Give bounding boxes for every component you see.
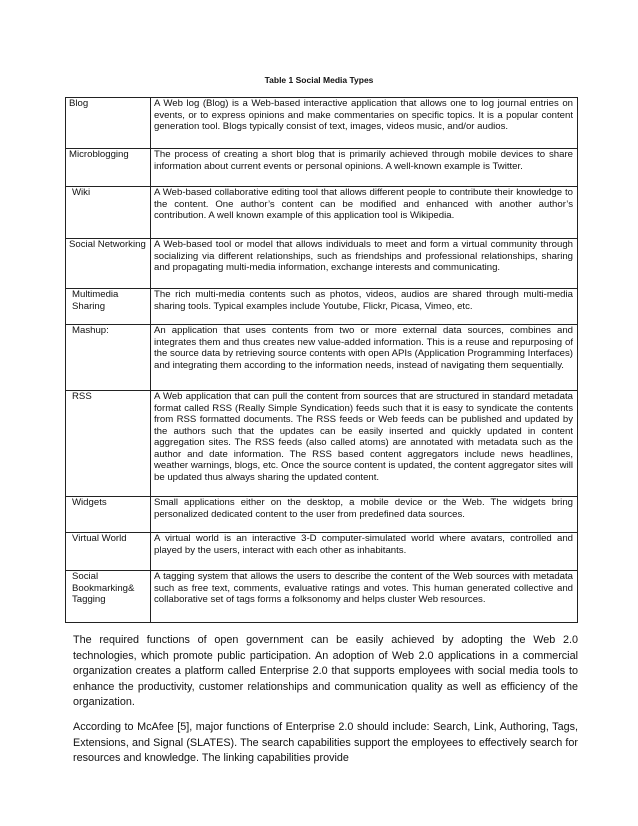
row-type-blog: Blog [66,98,151,149]
table-row [66,289,578,325]
table-row [66,149,578,187]
table-row [66,497,578,533]
row-description-virtual-world: A virtual world is an interactive 3-D computer-simulated world where avatars, controlled and played by the users, interact with each other as inhabitants. [151,533,578,571]
table-row [66,187,578,239]
row-description-social-bookmarking: A tagging system that allows the users to describe the content of the Web sources with metadata such as free text, comments, evaluative ratings and votes. This human generated collective and collaborative set of tags forms a folksonomy and helps cluster Web resources. [151,571,578,623]
row-type-social-networking: Social Networking [66,239,151,289]
row-type-multimedia-sharing: Multimedia Sharing [66,289,151,325]
row-type-social-bookmarking: Social Bookmarking& Tagging [66,571,151,623]
table-row [66,325,578,391]
table-caption: Table 1 Social Media Types [264,75,374,85]
table-row [66,533,578,571]
row-type-virtual-world: Virtual World [66,533,151,571]
row-description-social-networking: A Web-based tool or model that allows individuals to meet and form a virtual community through socializing via different relationships, such as friendships and professional relationships, sharing and propagating multi-media information, exchange interests and communicating. [151,239,578,289]
row-description-mashup: An application that uses contents from two or more external data sources, combines and integrates them and thus creates new value-added information. This is a reuse and repurposing of the source data by retrieving source contents with open APIs (Application Programming Interfaces) and integrating them according to the information needs, instead of navigating them sequentially. [151,325,578,391]
row-description-blog: A Web log (Blog) is a Web-based interactive application that allows one to log journal entries on events, or to express opinions and make commentaries on specific topics. It is a popular content generation tool. Blogs typically consist of text, images, videos music, and/or audios. [151,98,578,149]
row-description-rss: A Web application that can pull the content from sources that are structured in standard metadata format called RSS (Really Simple Syndication) feeds such that it is easy to syndicate the contents from RSS formatted documents. The RSS feeds or Web feeds can be published and updated by the authors such that the updates can be easily inserted and quickly updated in content aggregation sites. The RSS feeds (also called atoms) are annotated with metadata such as the author and date information. The RSS based content aggregators include news headlines, weather warnings, blogs, etc. Once the source content is updated, the content aggregator sites will be updated thus always sharing the updated content. [151,391,578,497]
table-row [66,391,578,497]
row-description-multimedia-sharing: The rich multi-media contents such as photos, videos, audios are shared through multi-media sharing tools. Typical examples include Youtube, Flickr, Picasa, Vimeo, etc. [151,289,578,325]
body-paragraph-mcafee: According to McAfee [5], major functions of Enterprise 2.0 should include: Search, Link, Authoring, Tags, Extensions, and Signal (SLATES). The search capabilities support the employees to effectively search for resources and knowledge. The linking capabilities provide [73,721,578,765]
row-description-microblogging: The process of creating a short blog that is primarily achieved through mobile devices to share information about current events or personal opinions. A well-known example is Twitter. [151,149,578,187]
table-row [66,239,578,289]
row-type-rss: RSS [66,391,151,497]
table-row [66,571,578,623]
row-description-wiki: A Web-based collaborative editing tool that allows different people to contribute their knowledge to the content. One author’s content can be modified and enhanced with another author’s contribution. A well known example of this application tool is Wikipedia. [151,187,578,239]
row-type-microblogging: Microblogging [66,149,151,187]
row-type-widgets: Widgets [66,497,151,533]
body-paragraph-open-government: The required functions of open government can be easily achieved by adopting the Web 2.0 technologies, which promote public participation. An adoption of Web 2.0 applications in a commercial organization creates a platform called Enterprise 2.0 that supports employees with social media tools to enhance the productivity, customer relationships and communication quality as well as efficiency of the organization. [73,634,578,709]
row-description-widgets: Small applications either on the desktop, a mobile device or the Web. The widgets bring personalized dedicated content to the user from predefined data sources. [151,497,578,533]
row-type-mashup: Mashup: [66,325,151,391]
social-media-types-table [65,97,578,623]
table-row [66,98,578,149]
row-type-wiki: Wiki [66,187,151,239]
